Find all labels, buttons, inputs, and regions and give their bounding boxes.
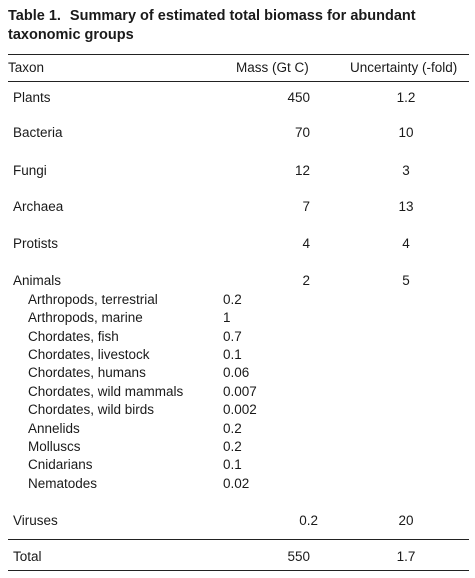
subgroup-mass: 0.2 (223, 292, 242, 307)
subgroup-name: Chordates, wild mammals (28, 384, 184, 399)
subgroup-mass: 0.02 (223, 476, 250, 491)
uncertainty-value: 1.2 (396, 90, 416, 105)
subgroup-mass: 0.002 (223, 402, 257, 417)
taxon-name: Viruses (13, 513, 58, 528)
subgroup-name: Chordates, wild birds (28, 402, 155, 417)
taxon-name: Plants (13, 90, 51, 105)
header-taxon: Taxon (8, 60, 45, 75)
subgroup-name: Chordates, fish (28, 329, 119, 344)
subgroup-name: Chordates, humans (28, 365, 146, 380)
total-uncertainty: 1.7 (396, 549, 416, 564)
taxon-name: Bacteria (13, 125, 63, 140)
subgroup-name: Arthropods, terrestrial (28, 292, 158, 307)
subgroup-name: Nematodes (28, 476, 98, 491)
uncertainty-value: 10 (398, 125, 414, 140)
table-title: Summary of estimated total biomass for abundant taxonomic groups (8, 8, 416, 43)
taxon-name: Animals (13, 273, 62, 288)
uncertainty-value: 4 (402, 236, 410, 251)
subgroup-mass: 0.7 (223, 329, 242, 344)
taxon-name: Fungi (13, 163, 47, 178)
subgroup-name: Chordates, livestock (28, 347, 150, 362)
header-bottom-rule (8, 81, 469, 82)
taxon-name: Protists (13, 236, 59, 251)
subgroup-mass: 1 (223, 310, 231, 325)
total-mass: 550 (287, 549, 310, 564)
subgroup-name: Cnidarians (28, 457, 93, 472)
mass-value: 0.2 (299, 513, 318, 528)
subgroup-mass: 0.06 (223, 365, 250, 380)
header-uncertainty: Uncertainty (-fold) (350, 60, 458, 75)
table-bottom-rule (8, 570, 469, 571)
subgroup-mass: 0.1 (223, 457, 242, 472)
header-top-rule (8, 54, 469, 55)
uncertainty-value: 13 (398, 199, 414, 214)
mass-value: 4 (302, 236, 310, 251)
total-top-rule (8, 539, 469, 540)
subgroup-mass: 0.2 (223, 421, 242, 436)
subgroup-mass: 0.1 (223, 347, 242, 362)
mass-value: 7 (302, 199, 310, 214)
subgroup-name: Arthropods, marine (28, 310, 143, 325)
mass-value: 12 (294, 163, 310, 178)
subgroup-mass: 0.2 (223, 439, 242, 454)
subgroup-name: Annelids (28, 421, 80, 436)
uncertainty-value: 5 (402, 273, 410, 288)
uncertainty-value: 3 (402, 163, 410, 178)
mass-value: 2 (302, 273, 310, 288)
taxon-name: Archaea (13, 199, 64, 214)
subgroup-name: Molluscs (28, 439, 81, 454)
total-label: Total (13, 549, 42, 564)
mass-value: 450 (287, 90, 310, 105)
table-number: Table 1. (8, 8, 61, 24)
header-mass: Mass (Gt C) (236, 60, 309, 75)
table-caption (8, 7, 463, 45)
subgroup-mass: 0.007 (223, 384, 257, 399)
mass-value: 70 (294, 125, 310, 140)
uncertainty-value: 20 (398, 513, 414, 528)
